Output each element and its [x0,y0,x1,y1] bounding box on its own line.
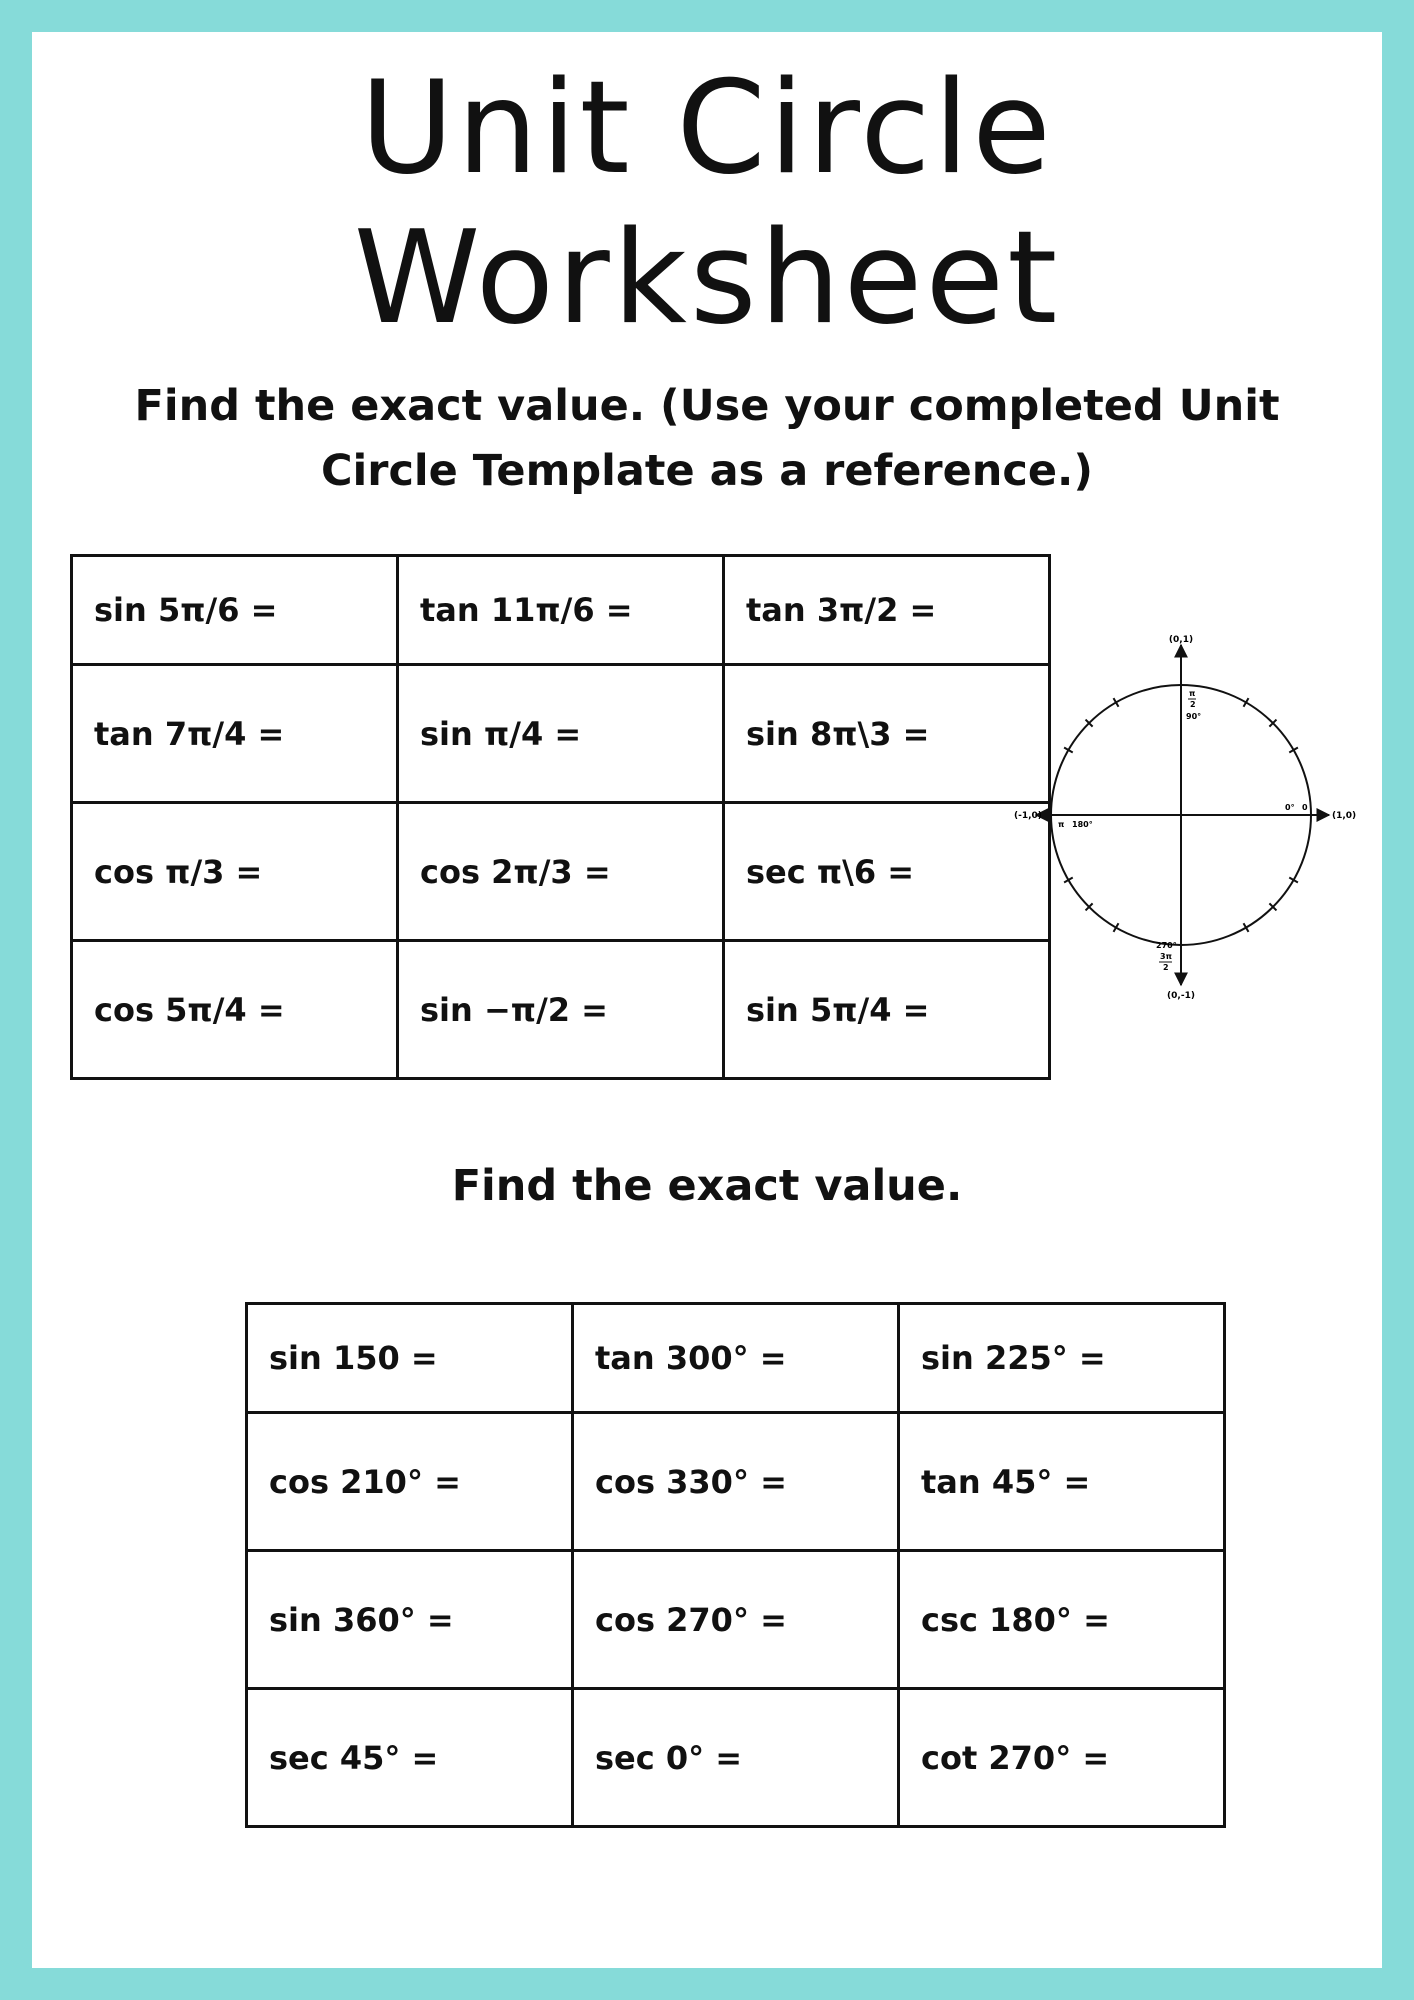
point-right-label: (1,0) [1332,811,1357,821]
worksheet-page [32,32,1382,1968]
problem-cell: sec 45° = [247,1689,573,1827]
section1-instruction [32,374,1382,504]
table-row [72,803,1050,941]
point-bottom-label: (0,-1) [1167,991,1195,1001]
unit-circle-diagram [1014,635,1357,1001]
problem-cell: cos 5π/4 = [72,941,398,1079]
problem-cell: tan 45° = [899,1413,1225,1551]
problem-cell: tan 11π/6 = [398,556,724,665]
table-row [247,1304,1225,1413]
table-row [72,665,1050,803]
section1-instruction-line-1: Find the exact value. (Use your completed Unit [134,381,1280,431]
point-top-label: (0,1) [1168,635,1194,645]
bottom-degree-label: 270° [1156,941,1177,950]
table-row [247,1413,1225,1551]
problem-cell: sin 225° = [899,1304,1225,1413]
left-degree-label: 180° [1072,820,1093,829]
section2-instruction: Find the exact value. [451,1161,963,1211]
table-row [247,1689,1225,1827]
problem-cell: sin 5π/4 = [724,941,1050,1079]
problem-cell: tan 300° = [573,1304,899,1413]
title-line-2: Worksheet [353,204,1061,353]
problem-cell: cos 210° = [247,1413,573,1551]
problem-cell: sec π\6 = [724,803,1050,941]
problem-cell: sin 150 = [247,1304,573,1413]
problem-cell: sec 0° = [573,1689,899,1827]
problem-cell: tan 3π/2 = [724,556,1050,665]
left-radian-label: π [1058,820,1065,829]
radian-problems-table [70,554,1051,1080]
section1-instruction-line-2: Circle Template as a reference.) [320,446,1094,496]
point-left-label: (-1,0) [1014,811,1042,821]
bottom-radian-denominator: 2 [1163,963,1169,972]
right-degree-label: 0° [1285,803,1295,812]
problem-cell: sin 360° = [247,1551,573,1689]
top-radian-numerator: π [1189,689,1196,698]
problem-cell: sin 8π\3 = [724,665,1050,803]
table-row [247,1551,1225,1689]
problem-cell: cos 2π/3 = [398,803,724,941]
title-line-1: Unit Circle [360,54,1054,203]
problem-cell: cos 270° = [573,1551,899,1689]
worksheet-title [32,54,1382,354]
top-degree-label: 90° [1186,712,1202,721]
table-row [72,556,1050,665]
problem-cell: sin −π/2 = [398,941,724,1079]
bottom-radian-numerator: 3π [1160,952,1172,961]
unit-circle-svg [1014,635,1357,1001]
problem-cell: sin π/4 = [398,665,724,803]
right-radian-label: 0 [1302,803,1308,812]
top-radian-denominator: 2 [1190,700,1196,709]
problem-cell: cot 270° = [899,1689,1225,1827]
problem-cell: cos 330° = [573,1413,899,1551]
problem-cell: tan 7π/4 = [72,665,398,803]
problem-cell: cos π/3 = [72,803,398,941]
degree-problems-table [245,1302,1226,1828]
problem-cell: csc 180° = [899,1551,1225,1689]
problem-cell: sin 5π/6 = [72,556,398,665]
table-row [72,941,1050,1079]
